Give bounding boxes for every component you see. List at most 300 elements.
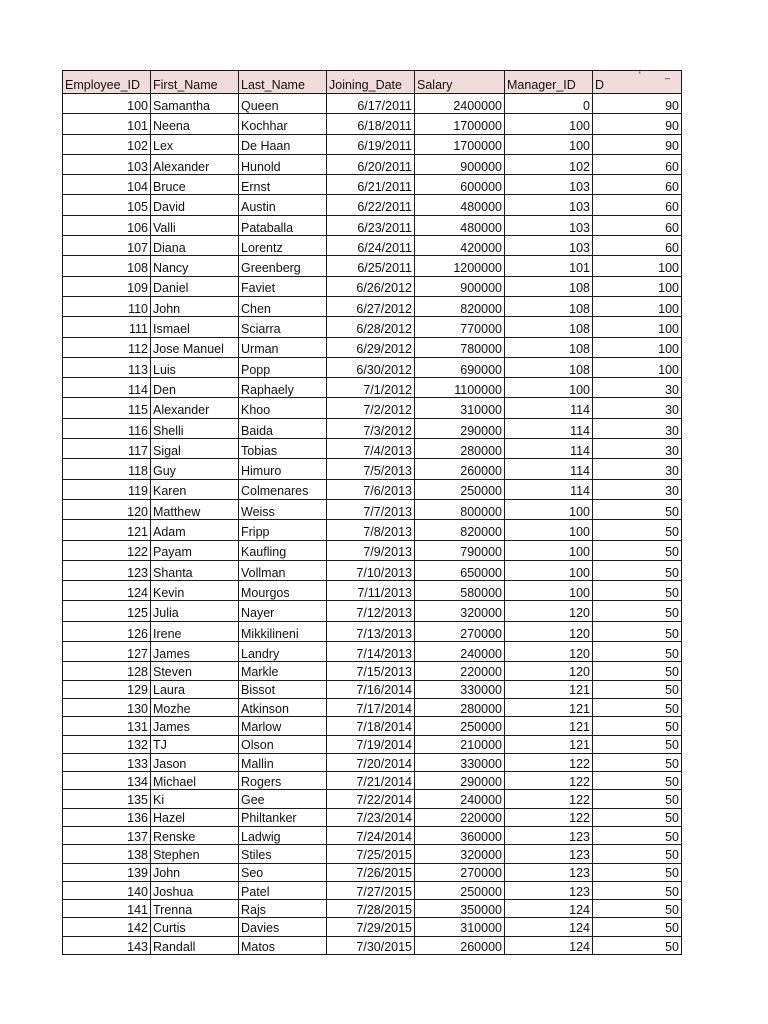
cell-last-name[interactable]: Tobias xyxy=(239,439,327,459)
cell-last-name[interactable]: Weiss xyxy=(239,499,327,519)
cell-joining-date[interactable]: 6/25/2011 xyxy=(327,256,415,276)
cell-department-id[interactable]: 30 xyxy=(593,439,682,459)
cell-last-name[interactable]: Sciarra xyxy=(239,317,327,337)
cell-employee-id[interactable]: 100 xyxy=(63,94,151,114)
cell-department-id[interactable]: 30 xyxy=(593,398,682,418)
cell-salary[interactable]: 820000 xyxy=(415,296,505,316)
cell-joining-date[interactable]: 7/29/2015 xyxy=(327,918,415,936)
cell-department-id[interactable]: 60 xyxy=(593,175,682,195)
cell-employee-id[interactable]: 125 xyxy=(63,601,151,621)
cell-last-name[interactable]: Davies xyxy=(239,918,327,936)
cell-manager-id[interactable]: 103 xyxy=(505,215,593,235)
cell-employee-id[interactable]: 120 xyxy=(63,499,151,519)
cell-manager-id[interactable]: 120 xyxy=(505,642,593,662)
cell-department-id[interactable]: 50 xyxy=(593,581,682,601)
cell-last-name[interactable]: Ladwig xyxy=(239,826,327,844)
cell-department-id[interactable]: 100 xyxy=(593,337,682,357)
cell-joining-date[interactable]: 6/19/2011 xyxy=(327,134,415,154)
header-joining-date[interactable]: Joining_Date xyxy=(327,71,415,94)
cell-last-name[interactable]: Mourgos xyxy=(239,581,327,601)
cell-manager-id[interactable]: 122 xyxy=(505,790,593,808)
cell-last-name[interactable]: Queen xyxy=(239,94,327,114)
cell-manager-id[interactable]: 0 xyxy=(505,94,593,114)
cell-employee-id[interactable]: 119 xyxy=(63,479,151,499)
cell-first-name[interactable]: David xyxy=(151,195,239,215)
cell-manager-id[interactable]: 120 xyxy=(505,621,593,641)
cell-salary[interactable]: 290000 xyxy=(415,418,505,438)
cell-department-id[interactable]: 100 xyxy=(593,357,682,377)
cell-last-name[interactable]: Chen xyxy=(239,296,327,316)
cell-first-name[interactable]: Curtis xyxy=(151,918,239,936)
cell-manager-id[interactable]: 120 xyxy=(505,601,593,621)
cell-manager-id[interactable]: 103 xyxy=(505,195,593,215)
cell-manager-id[interactable]: 124 xyxy=(505,918,593,936)
header-manager-id[interactable]: Manager_ID xyxy=(505,71,593,94)
cell-employee-id[interactable]: 143 xyxy=(63,936,151,954)
cell-salary[interactable]: 690000 xyxy=(415,357,505,377)
cell-manager-id[interactable]: 114 xyxy=(505,479,593,499)
cell-department-id[interactable]: 30 xyxy=(593,378,682,398)
cell-last-name[interactable]: Mallin xyxy=(239,753,327,771)
cell-manager-id[interactable]: 114 xyxy=(505,459,593,479)
cell-joining-date[interactable]: 6/30/2012 xyxy=(327,357,415,377)
cell-last-name[interactable]: Greenberg xyxy=(239,256,327,276)
cell-department-id[interactable]: 90 xyxy=(593,94,682,114)
cell-first-name[interactable]: Alexander xyxy=(151,398,239,418)
cell-department-id[interactable]: 50 xyxy=(593,662,682,680)
header-last-name[interactable]: Last_Name xyxy=(239,71,327,94)
cell-manager-id[interactable]: 100 xyxy=(505,560,593,580)
cell-first-name[interactable]: Jose Manuel xyxy=(151,337,239,357)
cell-joining-date[interactable]: 7/14/2013 xyxy=(327,642,415,662)
cell-employee-id[interactable]: 113 xyxy=(63,357,151,377)
cell-department-id[interactable]: 60 xyxy=(593,154,682,174)
cell-joining-date[interactable]: 7/24/2014 xyxy=(327,826,415,844)
cell-salary[interactable]: 240000 xyxy=(415,642,505,662)
cell-joining-date[interactable]: 6/21/2011 xyxy=(327,175,415,195)
cell-first-name[interactable]: James xyxy=(151,642,239,662)
cell-salary[interactable]: 250000 xyxy=(415,479,505,499)
cell-joining-date[interactable]: 7/3/2012 xyxy=(327,418,415,438)
cell-employee-id[interactable]: 124 xyxy=(63,581,151,601)
cell-last-name[interactable]: Popp xyxy=(239,357,327,377)
cell-manager-id[interactable]: 121 xyxy=(505,680,593,698)
cell-salary[interactable]: 320000 xyxy=(415,601,505,621)
cell-employee-id[interactable]: 132 xyxy=(63,735,151,753)
cell-department-id[interactable]: 50 xyxy=(593,845,682,863)
cell-salary[interactable]: 780000 xyxy=(415,337,505,357)
cell-department-id[interactable]: 50 xyxy=(593,520,682,540)
cell-salary[interactable]: 250000 xyxy=(415,717,505,735)
cell-salary[interactable]: 770000 xyxy=(415,317,505,337)
cell-manager-id[interactable]: 122 xyxy=(505,753,593,771)
cell-first-name[interactable]: Trenna xyxy=(151,900,239,918)
cell-joining-date[interactable]: 6/17/2011 xyxy=(327,94,415,114)
cell-joining-date[interactable]: 7/6/2013 xyxy=(327,479,415,499)
cell-salary[interactable]: 1700000 xyxy=(415,134,505,154)
cell-manager-id[interactable]: 108 xyxy=(505,296,593,316)
cell-department-id[interactable]: 60 xyxy=(593,215,682,235)
cell-joining-date[interactable]: 7/22/2014 xyxy=(327,790,415,808)
cell-department-id[interactable]: 100 xyxy=(593,317,682,337)
cell-salary[interactable]: 210000 xyxy=(415,735,505,753)
cell-first-name[interactable]: Karen xyxy=(151,479,239,499)
cell-last-name[interactable]: Patel xyxy=(239,881,327,899)
cell-employee-id[interactable]: 107 xyxy=(63,236,151,256)
cell-joining-date[interactable]: 7/8/2013 xyxy=(327,520,415,540)
cell-salary[interactable]: 1100000 xyxy=(415,378,505,398)
cell-joining-date[interactable]: 7/5/2013 xyxy=(327,459,415,479)
cell-employee-id[interactable]: 142 xyxy=(63,918,151,936)
cell-department-id[interactable]: 50 xyxy=(593,642,682,662)
cell-joining-date[interactable]: 6/24/2011 xyxy=(327,236,415,256)
cell-manager-id[interactable]: 121 xyxy=(505,735,593,753)
cell-employee-id[interactable]: 130 xyxy=(63,698,151,716)
cell-first-name[interactable]: Matthew xyxy=(151,499,239,519)
cell-department-id[interactable]: 60 xyxy=(593,195,682,215)
cell-first-name[interactable]: Mozhe xyxy=(151,698,239,716)
cell-last-name[interactable]: Stiles xyxy=(239,845,327,863)
cell-first-name[interactable]: Shelli xyxy=(151,418,239,438)
cell-joining-date[interactable]: 7/2/2012 xyxy=(327,398,415,418)
cell-first-name[interactable]: Guy xyxy=(151,459,239,479)
cell-first-name[interactable]: Nancy xyxy=(151,256,239,276)
cell-manager-id[interactable]: 123 xyxy=(505,826,593,844)
cell-department-id[interactable]: 50 xyxy=(593,601,682,621)
cell-last-name[interactable]: Fripp xyxy=(239,520,327,540)
cell-last-name[interactable]: Seo xyxy=(239,863,327,881)
cell-salary[interactable]: 580000 xyxy=(415,581,505,601)
cell-manager-id[interactable]: 114 xyxy=(505,418,593,438)
cell-last-name[interactable]: Landry xyxy=(239,642,327,662)
cell-first-name[interactable]: Hazel xyxy=(151,808,239,826)
cell-employee-id[interactable]: 106 xyxy=(63,215,151,235)
cell-salary[interactable]: 270000 xyxy=(415,863,505,881)
cell-employee-id[interactable]: 122 xyxy=(63,540,151,560)
cell-joining-date[interactable]: 7/21/2014 xyxy=(327,772,415,790)
cell-last-name[interactable]: Philtanker xyxy=(239,808,327,826)
cell-department-id[interactable]: 50 xyxy=(593,621,682,641)
cell-joining-date[interactable]: 7/9/2013 xyxy=(327,540,415,560)
cell-department-id[interactable]: 50 xyxy=(593,790,682,808)
cell-department-id[interactable]: 50 xyxy=(593,698,682,716)
cell-department-id[interactable]: 50 xyxy=(593,717,682,735)
cell-manager-id[interactable]: 108 xyxy=(505,317,593,337)
cell-salary[interactable]: 900000 xyxy=(415,154,505,174)
cell-department-id[interactable]: 50 xyxy=(593,540,682,560)
cell-salary[interactable]: 310000 xyxy=(415,918,505,936)
cell-manager-id[interactable]: 120 xyxy=(505,662,593,680)
cell-first-name[interactable]: Kevin xyxy=(151,581,239,601)
cell-first-name[interactable]: Joshua xyxy=(151,881,239,899)
cell-last-name[interactable]: Kaufling xyxy=(239,540,327,560)
cell-manager-id[interactable]: 124 xyxy=(505,936,593,954)
cell-employee-id[interactable]: 105 xyxy=(63,195,151,215)
cell-first-name[interactable]: Michael xyxy=(151,772,239,790)
cell-department-id[interactable]: 100 xyxy=(593,276,682,296)
cell-employee-id[interactable]: 114 xyxy=(63,378,151,398)
cell-first-name[interactable]: Daniel xyxy=(151,276,239,296)
cell-department-id[interactable]: 50 xyxy=(593,753,682,771)
header-department-id[interactable] xyxy=(593,71,682,94)
cell-first-name[interactable]: Shanta xyxy=(151,560,239,580)
cell-salary[interactable]: 320000 xyxy=(415,845,505,863)
cell-last-name[interactable]: Ernst xyxy=(239,175,327,195)
cell-manager-id[interactable]: 108 xyxy=(505,276,593,296)
cell-last-name[interactable]: Pataballa xyxy=(239,215,327,235)
cell-joining-date[interactable]: 6/18/2011 xyxy=(327,114,415,134)
cell-joining-date[interactable]: 7/13/2013 xyxy=(327,621,415,641)
cell-last-name[interactable]: Hunold xyxy=(239,154,327,174)
cell-salary[interactable]: 330000 xyxy=(415,680,505,698)
cell-joining-date[interactable]: 6/29/2012 xyxy=(327,337,415,357)
cell-last-name[interactable]: Gee xyxy=(239,790,327,808)
cell-joining-date[interactable]: 7/25/2015 xyxy=(327,845,415,863)
cell-joining-date[interactable]: 7/10/2013 xyxy=(327,560,415,580)
cell-employee-id[interactable]: 116 xyxy=(63,418,151,438)
cell-joining-date[interactable]: 6/22/2011 xyxy=(327,195,415,215)
cell-department-id[interactable]: 100 xyxy=(593,296,682,316)
cell-manager-id[interactable]: 100 xyxy=(505,540,593,560)
cell-last-name[interactable]: Colmenares xyxy=(239,479,327,499)
cell-first-name[interactable]: Renske xyxy=(151,826,239,844)
cell-salary[interactable]: 310000 xyxy=(415,398,505,418)
cell-last-name[interactable]: Urman xyxy=(239,337,327,357)
cell-employee-id[interactable]: 140 xyxy=(63,881,151,899)
cell-salary[interactable]: 220000 xyxy=(415,662,505,680)
cell-manager-id[interactable]: 121 xyxy=(505,698,593,716)
cell-last-name[interactable]: Rogers xyxy=(239,772,327,790)
cell-employee-id[interactable]: 109 xyxy=(63,276,151,296)
cell-employee-id[interactable]: 108 xyxy=(63,256,151,276)
cell-employee-id[interactable]: 141 xyxy=(63,900,151,918)
cell-joining-date[interactable]: 7/26/2015 xyxy=(327,863,415,881)
cell-manager-id[interactable]: 114 xyxy=(505,398,593,418)
cell-employee-id[interactable]: 126 xyxy=(63,621,151,641)
cell-manager-id[interactable]: 100 xyxy=(505,520,593,540)
cell-salary[interactable]: 220000 xyxy=(415,808,505,826)
cell-salary[interactable]: 280000 xyxy=(415,439,505,459)
cell-joining-date[interactable]: 6/28/2012 xyxy=(327,317,415,337)
cell-first-name[interactable]: Stephen xyxy=(151,845,239,863)
cell-department-id[interactable]: 30 xyxy=(593,418,682,438)
cell-department-id[interactable]: 30 xyxy=(593,459,682,479)
cell-first-name[interactable]: Luis xyxy=(151,357,239,377)
cell-department-id[interactable]: 50 xyxy=(593,560,682,580)
cell-joining-date[interactable]: 7/23/2014 xyxy=(327,808,415,826)
cell-salary[interactable]: 800000 xyxy=(415,499,505,519)
cell-joining-date[interactable]: 6/20/2011 xyxy=(327,154,415,174)
cell-joining-date[interactable]: 6/26/2012 xyxy=(327,276,415,296)
cell-salary[interactable]: 2400000 xyxy=(415,94,505,114)
cell-employee-id[interactable]: 133 xyxy=(63,753,151,771)
cell-salary[interactable]: 1700000 xyxy=(415,114,505,134)
cell-joining-date[interactable]: 7/20/2014 xyxy=(327,753,415,771)
cell-first-name[interactable]: Randall xyxy=(151,936,239,954)
cell-salary[interactable]: 350000 xyxy=(415,900,505,918)
cell-employee-id[interactable]: 110 xyxy=(63,296,151,316)
cell-first-name[interactable]: Steven xyxy=(151,662,239,680)
cell-employee-id[interactable]: 128 xyxy=(63,662,151,680)
cell-joining-date[interactable]: 6/27/2012 xyxy=(327,296,415,316)
cell-department-id[interactable]: 50 xyxy=(593,808,682,826)
cell-first-name[interactable]: Adam xyxy=(151,520,239,540)
cell-employee-id[interactable]: 111 xyxy=(63,317,151,337)
cell-first-name[interactable]: Neena xyxy=(151,114,239,134)
cell-joining-date[interactable]: 7/11/2013 xyxy=(327,581,415,601)
cell-department-id[interactable]: 50 xyxy=(593,936,682,954)
cell-joining-date[interactable]: 7/27/2015 xyxy=(327,881,415,899)
cell-joining-date[interactable]: 7/4/2013 xyxy=(327,439,415,459)
cell-salary[interactable]: 270000 xyxy=(415,621,505,641)
cell-last-name[interactable]: Rajs xyxy=(239,900,327,918)
cell-manager-id[interactable]: 100 xyxy=(505,114,593,134)
cell-manager-id[interactable]: 122 xyxy=(505,808,593,826)
cell-department-id[interactable]: 60 xyxy=(593,236,682,256)
cell-salary[interactable]: 290000 xyxy=(415,772,505,790)
cell-joining-date[interactable]: 7/17/2014 xyxy=(327,698,415,716)
cell-department-id[interactable]: 50 xyxy=(593,772,682,790)
cell-manager-id[interactable]: 103 xyxy=(505,236,593,256)
cell-department-id[interactable]: 90 xyxy=(593,134,682,154)
cell-first-name[interactable]: Valli xyxy=(151,215,239,235)
cell-first-name[interactable]: Ki xyxy=(151,790,239,808)
cell-last-name[interactable]: Olson xyxy=(239,735,327,753)
cell-employee-id[interactable]: 115 xyxy=(63,398,151,418)
cell-last-name[interactable]: Lorentz xyxy=(239,236,327,256)
cell-last-name[interactable]: Nayer xyxy=(239,601,327,621)
cell-first-name[interactable]: Julia xyxy=(151,601,239,621)
cell-department-id[interactable]: 50 xyxy=(593,680,682,698)
cell-last-name[interactable]: Bissot xyxy=(239,680,327,698)
cell-salary[interactable]: 1200000 xyxy=(415,256,505,276)
cell-salary[interactable]: 480000 xyxy=(415,195,505,215)
cell-employee-id[interactable]: 117 xyxy=(63,439,151,459)
cell-manager-id[interactable]: 124 xyxy=(505,900,593,918)
cell-first-name[interactable]: Samantha xyxy=(151,94,239,114)
cell-last-name[interactable]: Faviet xyxy=(239,276,327,296)
cell-last-name[interactable]: Baida xyxy=(239,418,327,438)
cell-joining-date[interactable]: 7/28/2015 xyxy=(327,900,415,918)
cell-salary[interactable]: 280000 xyxy=(415,698,505,716)
cell-last-name[interactable]: De Haan xyxy=(239,134,327,154)
cell-manager-id[interactable]: 100 xyxy=(505,134,593,154)
cell-first-name[interactable]: John xyxy=(151,863,239,881)
cell-joining-date[interactable]: 7/16/2014 xyxy=(327,680,415,698)
cell-employee-id[interactable]: 123 xyxy=(63,560,151,580)
cell-employee-id[interactable]: 138 xyxy=(63,845,151,863)
cell-joining-date[interactable]: 7/12/2013 xyxy=(327,601,415,621)
cell-manager-id[interactable]: 108 xyxy=(505,337,593,357)
cell-salary[interactable]: 420000 xyxy=(415,236,505,256)
cell-employee-id[interactable]: 112 xyxy=(63,337,151,357)
cell-salary[interactable]: 600000 xyxy=(415,175,505,195)
cell-manager-id[interactable]: 108 xyxy=(505,357,593,377)
cell-department-id[interactable]: 50 xyxy=(593,900,682,918)
cell-first-name[interactable]: TJ xyxy=(151,735,239,753)
cell-first-name[interactable]: Irene xyxy=(151,621,239,641)
cell-employee-id[interactable]: 139 xyxy=(63,863,151,881)
cell-last-name[interactable]: Kochhar xyxy=(239,114,327,134)
cell-first-name[interactable]: Diana xyxy=(151,236,239,256)
cell-manager-id[interactable]: 101 xyxy=(505,256,593,276)
cell-salary[interactable]: 260000 xyxy=(415,459,505,479)
cell-salary[interactable]: 260000 xyxy=(415,936,505,954)
cell-employee-id[interactable]: 136 xyxy=(63,808,151,826)
cell-first-name[interactable]: Sigal xyxy=(151,439,239,459)
cell-last-name[interactable]: Himuro xyxy=(239,459,327,479)
cell-manager-id[interactable]: 114 xyxy=(505,439,593,459)
cell-employee-id[interactable]: 131 xyxy=(63,717,151,735)
cell-joining-date[interactable]: 7/30/2015 xyxy=(327,936,415,954)
cell-manager-id[interactable]: 123 xyxy=(505,845,593,863)
cell-first-name[interactable]: Den xyxy=(151,378,239,398)
cell-first-name[interactable]: Payam xyxy=(151,540,239,560)
cell-joining-date[interactable]: 6/23/2011 xyxy=(327,215,415,235)
cell-first-name[interactable]: Ismael xyxy=(151,317,239,337)
cell-joining-date[interactable]: 7/19/2014 xyxy=(327,735,415,753)
cell-joining-date[interactable]: 7/15/2013 xyxy=(327,662,415,680)
cell-last-name[interactable]: Mikkilineni xyxy=(239,621,327,641)
cell-manager-id[interactable]: 121 xyxy=(505,717,593,735)
header-first-name[interactable]: First_Name xyxy=(151,71,239,94)
cell-salary[interactable]: 650000 xyxy=(415,560,505,580)
cell-salary[interactable]: 330000 xyxy=(415,753,505,771)
cell-manager-id[interactable]: 123 xyxy=(505,863,593,881)
cell-first-name[interactable]: Lex xyxy=(151,134,239,154)
cell-department-id[interactable]: 100 xyxy=(593,256,682,276)
cell-department-id[interactable]: 50 xyxy=(593,826,682,844)
cell-salary[interactable]: 250000 xyxy=(415,881,505,899)
cell-employee-id[interactable]: 134 xyxy=(63,772,151,790)
cell-joining-date[interactable]: 7/7/2013 xyxy=(327,499,415,519)
cell-employee-id[interactable]: 137 xyxy=(63,826,151,844)
cell-first-name[interactable]: John xyxy=(151,296,239,316)
cell-salary[interactable]: 360000 xyxy=(415,826,505,844)
cell-last-name[interactable]: Matos xyxy=(239,936,327,954)
cell-first-name[interactable]: James xyxy=(151,717,239,735)
cell-department-id[interactable]: 30 xyxy=(593,479,682,499)
cell-last-name[interactable]: Khoo xyxy=(239,398,327,418)
cell-manager-id[interactable]: 122 xyxy=(505,772,593,790)
cell-salary[interactable]: 480000 xyxy=(415,215,505,235)
cell-manager-id[interactable]: 100 xyxy=(505,378,593,398)
cell-department-id[interactable]: 50 xyxy=(593,735,682,753)
cell-salary[interactable]: 900000 xyxy=(415,276,505,296)
cell-last-name[interactable]: Atkinson xyxy=(239,698,327,716)
cell-employee-id[interactable]: 129 xyxy=(63,680,151,698)
cell-manager-id[interactable]: 123 xyxy=(505,881,593,899)
cell-last-name[interactable]: Vollman xyxy=(239,560,327,580)
cell-last-name[interactable]: Marlow xyxy=(239,717,327,735)
cell-joining-date[interactable]: 7/1/2012 xyxy=(327,378,415,398)
cell-last-name[interactable]: Raphaely xyxy=(239,378,327,398)
cell-department-id[interactable]: 50 xyxy=(593,863,682,881)
cell-employee-id[interactable]: 104 xyxy=(63,175,151,195)
cell-last-name[interactable]: Austin xyxy=(239,195,327,215)
cell-employee-id[interactable]: 102 xyxy=(63,134,151,154)
cell-employee-id[interactable]: 103 xyxy=(63,154,151,174)
cell-manager-id[interactable]: 100 xyxy=(505,499,593,519)
cell-joining-date[interactable]: 7/18/2014 xyxy=(327,717,415,735)
cell-department-id[interactable]: 50 xyxy=(593,499,682,519)
cell-manager-id[interactable]: 103 xyxy=(505,175,593,195)
cell-employee-id[interactable]: 118 xyxy=(63,459,151,479)
cell-department-id[interactable]: 50 xyxy=(593,881,682,899)
cell-manager-id[interactable]: 100 xyxy=(505,581,593,601)
header-salary[interactable]: Salary xyxy=(415,71,505,94)
cell-first-name[interactable]: Bruce xyxy=(151,175,239,195)
